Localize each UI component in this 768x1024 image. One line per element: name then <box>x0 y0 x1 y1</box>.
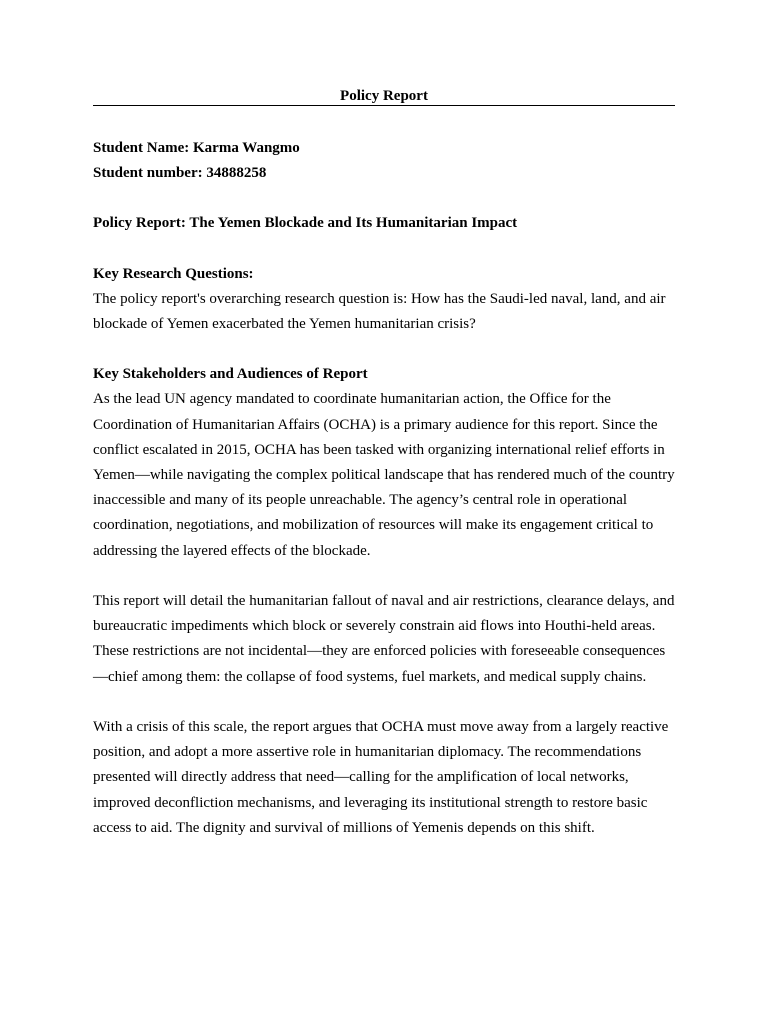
research-questions-heading: Key Research Questions: <box>93 265 254 282</box>
research-questions-section <box>93 262 675 338</box>
stakeholders-heading: Key Stakeholders and Audiences of Report <box>93 366 368 383</box>
page-header-title: Policy Report <box>93 87 675 106</box>
research-questions-text: The policy report's overarching research question is: How has the Saudi-led naval, land, and air blockade of Yemen exacerbated the Yemen humanitarian crisis? <box>93 290 666 332</box>
stakeholders-paragraph-1: As the lead UN agency mandated to coordinate humanitarian action, the Office for the Coordination of Humanitarian Affairs (OCHA) is a primary audience for this report. Since the conflict escalated in 2015, OCHA has been tasked with organizing international relief efforts in Yemen—while navigating the complex political landscape that has rendered much of the country inaccessible and many of its people unreachable. The agency’s central role in operational coordination, negotiations, and mobilization of resources will make its engagement critical to addressing the layered effects of the blockade. <box>93 391 675 559</box>
stakeholders-section <box>93 362 675 841</box>
document-content <box>93 87 675 841</box>
stakeholders-paragraph-3: With a crisis of this scale, the report argues that OCHA must move away from a largely reactive position, and adopt a more assertive role in humanitarian diplomacy. The recommendations presented will directly address that need—calling for the amplification of local networks, improved deconfliction mechanisms, and leveraging its institutional strength to restore basic access to aid. The dignity and survival of millions of Yemenis depends on this shift. <box>93 719 669 836</box>
student-info <box>93 136 675 186</box>
stakeholders-paragraph-2: This report will detail the humanitarian fallout of naval and air restrictions, clearance delays, and bureaucratic impediments which block or severely constrain aid flows into Houthi-held areas. These restrictions are not incidental—they are enforced policies with foreseeable consequences—chief among them: the collapse of food systems, fuel markets, and medical supply chains. <box>93 593 675 685</box>
student-number: Student number: 34888258 <box>93 165 267 182</box>
report-title: Policy Report: The Yemen Blockade and Its Humanitarian Impact <box>93 215 518 232</box>
student-name: Student Name: Karma Wangmo <box>93 140 300 156</box>
